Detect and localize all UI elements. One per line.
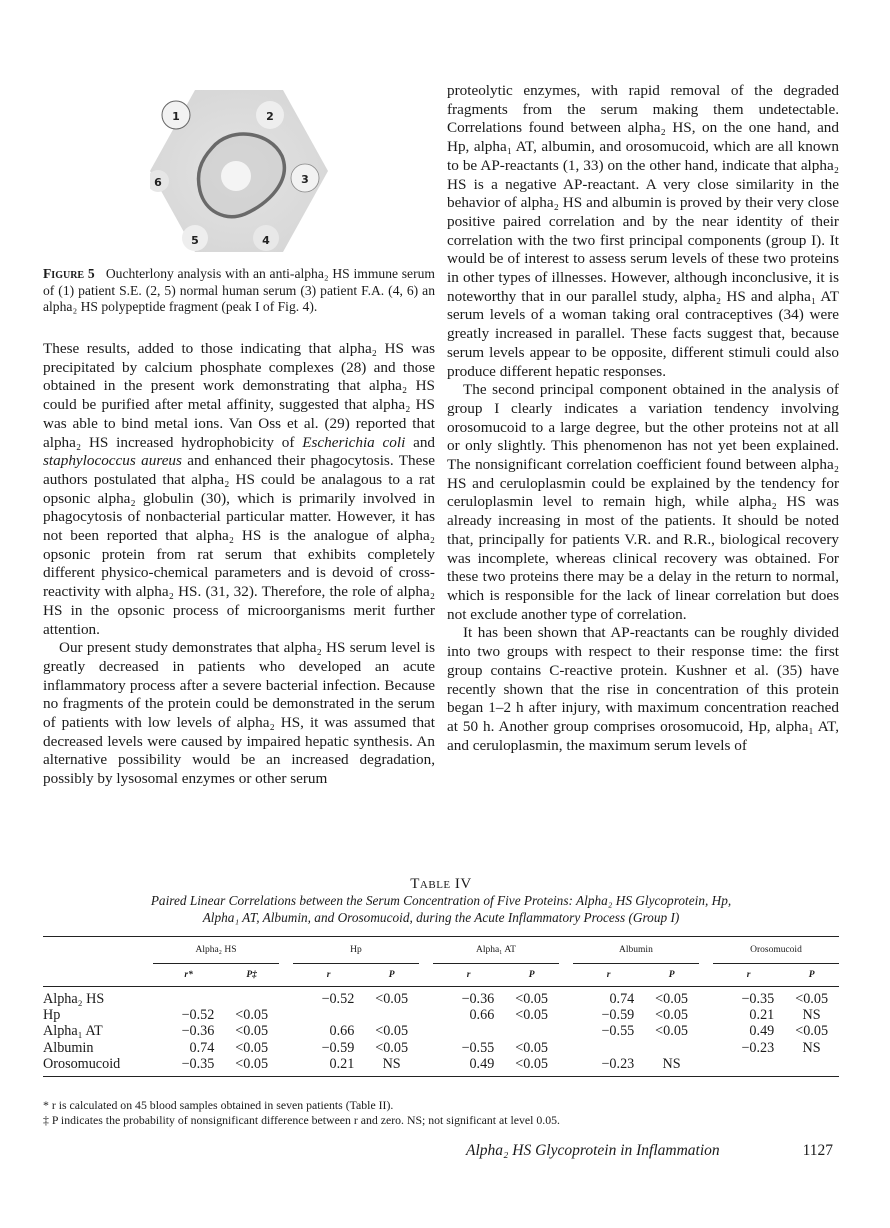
sub-header-r: r [573, 964, 644, 987]
well-label-4: 4 [262, 234, 270, 247]
column-group-header: Alpha₂ HS [153, 937, 279, 964]
figure-caption-label: Figure 5 [43, 266, 95, 281]
running-title: Alpha₂ HS Glycoprotein in Inflammation [466, 1142, 720, 1159]
sub-header-p: P [784, 964, 839, 987]
table-row: Alpha₂ HS −0.52 <0.05 −0.36 <0.05 0.74 <0.05 −0.35 <0.05 [43, 987, 839, 1008]
table-row: Orosomucoid −0.35 <0.05 0.21 NS 0.49 <0.05 −0.23 NS [43, 1056, 839, 1077]
sub-header-p: P [364, 964, 419, 987]
sub-header-p: P‡ [224, 964, 279, 987]
sub-header-p: P [644, 964, 699, 987]
column-group-header: Alpha₁ AT [433, 937, 559, 964]
figure-5-ouchterlony-plate [150, 86, 328, 256]
paragraph: The second principal component obtained in the analysis of group I clearly indicates a variation tendency involving orosomucoid to a large degree, but the other proteins not at all or only slightly. This phenomenon has not yet been explained. The nonsignificant correlation coefficient found between alpha₂ HS and ceruloplasmin could be explained by the tendency for ceruloplasmin level to remain high, while alpha₂ HS was already increasing in most of the patients. It should be noted that, principally for patients V.R. and R.R., biological recovery was incomplete, whereas clinical recovery was obtained. For these two proteins there may be a delay in the return to normal, which is responsible for the lack of linear correlation but does not exclude another type of correlation. [447, 381, 839, 623]
figure-caption-text: Ouchterlony analysis with an anti-alpha₂ HS immune serum of (1) patient S.E. (2, 5) normal human serum (3) patient F.A. (4, 6) an alpha₂ HS polypeptide fragment (peak I of Fig. 4). [43, 266, 435, 314]
paragraph: proteolytic enzymes, with rapid removal of the degraded fragments from the serum making them undetectable. Correlations found between alpha₂ HS, on the one hand, and Hp, alpha₁ AT, albumin, and orosomucoid, which are all known to be AP-reactants (1, 33) on the other hand, indicate that alpha₂ HS is a negative AP-reactant. A very close similarity in the behavior of alpha₂ HS and albumin is proved by their very close positive paired correlation and by the near identity of their correlation with the two first principal components (group I). It would be of interest to assess serum levels of these two proteins in other types of illnesses. However, although inconclusive, it is noteworthy that in our parallel study, alpha₂ HS and alpha₁ AT serum levels of a woman taking oral contraceptives (34) were greatly increased in parallel. These facts suggest that, because serum levels appear to be opposite, different stimuli could also produce different hepatic responses. [447, 82, 839, 380]
table-subtitle-line: Paired Linear Correlations between the Serum Concentration of Five Proteins: Alpha₂ HS Glycoprotein, Hp, [150, 893, 732, 908]
right-column [447, 82, 839, 755]
sub-header-r: r [293, 964, 364, 987]
row-label: Alpha₂ HS [43, 991, 105, 1008]
well-label-5: 5 [191, 234, 199, 247]
table-footnotes [43, 1098, 839, 1128]
paragraph: These results, added to those indicating that alpha₂ HS was precipitated by calcium phosphate complexes (28) and those obtained in the present work demonstrating that alpha₂ HS could be purified after metal affinity, suggested that alpha₂ HS was able to bind metal ions. Van Oss et al. (29) reported that alpha₂ HS increased hydrophobicity of Escherichia coli and staphylococcus aureus and enhanced their phagocytosis. These authors postulated that alpha₂ HS could be analagous to a rat opsonic alpha₂ globulin (30), which is primarily involved in phagocytosis of nonbacterial particular matter. However, it has not been reported that alpha₂ HS is the analogue of alpha₂ opsonic protein from rat serum that exhibits completely different physico-chemical parameters and is devoid of cross-reactivity with alpha₂ HS. (31, 32). Therefore, the role of alpha₂ HS in the opsonic process of microorganisms merit further attention. [43, 340, 436, 638]
table-row: Hp −0.52 <0.05 0.66 <0.05 −0.59 <0.05 0.21 NS [43, 1007, 821, 1024]
sub-header-p: P [504, 964, 559, 987]
row-label: Albumin [43, 1039, 94, 1056]
table-subtitle-line: Alpha₁ AT, Albumin, and Orosomucoid, during the Acute Inflammatory Process (Group I) [202, 909, 680, 925]
row-label: Alpha₁ AT [43, 1023, 103, 1040]
well-label-1: 1 [172, 110, 180, 123]
paragraph: It has been shown that AP-reactants can be roughly divided into two groups with respect to their response time: the first group contains C-reactive protein. Kushner et al. (35) have recently shown that the rise in concentration of this protein began 1–2 h after injury, with maximum concentration reached at 50 h. Another group comprises orosomucoid, Hp, alpha₁ AT, and ceruloplasmin, the maximum serum levels of [447, 624, 839, 754]
column-group-header: Orosomucoid [713, 937, 839, 964]
row-label: Hp [43, 1007, 61, 1024]
immunodiffusion-image [150, 86, 328, 256]
running-footer [466, 1142, 833, 1160]
column-group-header: Hp [293, 937, 419, 964]
figure-caption [43, 266, 435, 316]
paragraph: Our present study demonstrates that alpha₂ HS serum level is greatly decreased in patients who developed an acute inflammatory process after a severe bacterial infection. Because no fragments of the protein could be demonstrated in the serum of patients with low levels of alpha₂ HS, it was assumed that decreased levels were caused by impaired hepatic synthesis. An alternative possibility would be an increased degradation, possibly by lysosomal enzymes or other serum [43, 639, 435, 788]
footnote: * r is calculated on 45 blood samples obtained in seven patients (Table II). [43, 1098, 394, 1112]
table-row: Albumin 0.74 <0.05 −0.59 <0.05 −0.55 <0.05 −0.23 NS [43, 1039, 821, 1056]
sub-header-r: r [713, 964, 784, 987]
page-number: 1127 [802, 1142, 833, 1159]
row-label: Orosomucoid [43, 1056, 153, 1077]
table-subtitle [43, 893, 839, 926]
column-group-header: Albumin [573, 937, 699, 964]
footnote: ‡ P indicates the probability of nonsignificant difference between r and zero. NS; not significant at level 0.05. [43, 1113, 560, 1127]
left-column [43, 340, 435, 789]
well-label-6: 6 [154, 176, 162, 189]
sub-header-r: r* [153, 964, 224, 987]
correlation-table [43, 936, 839, 1077]
well-label-2: 2 [266, 110, 274, 123]
well-label-3: 3 [301, 173, 309, 186]
table-row: Alpha₁ AT −0.36 <0.05 0.66 <0.05 −0.55 <0.05 0.49 <0.05 [43, 1023, 829, 1040]
sub-header-r: r [433, 964, 504, 987]
table-title: Table IV [410, 876, 472, 892]
